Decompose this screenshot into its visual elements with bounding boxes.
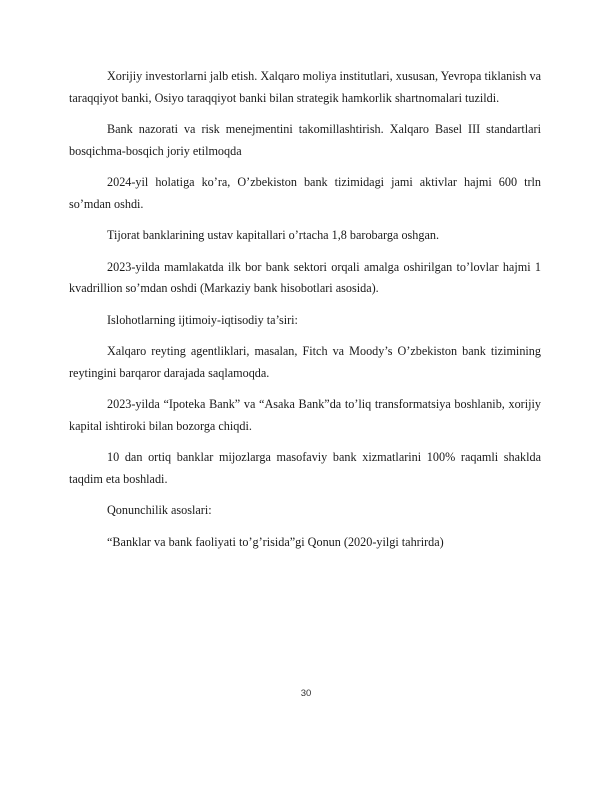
paragraph-digital-services: 10 dan ortiq banklar mijozlarga masofaviy bank xizmatlarini 100% raqamli shaklda taqdim eta boshladi.: [69, 450, 541, 486]
paragraph-rating-agencies: Xalqaro reyting agentliklari, masalan, Fitch va Moody’s O’zbekiston bank tizimining reytingini barqaror darajada saqlamoqda.: [69, 344, 541, 380]
document-page: [69, 66, 541, 563]
paragraph-legislation-heading: Qonunchilik asoslari:: [107, 503, 212, 517]
paragraph-bank-transformation: 2023-yilda “Ipoteka Bank” va “Asaka Bank”da to’liq transformatsiya boshlanib, xorijiy kapital ishtiroki bilan bozorga chiqdi.: [69, 397, 541, 433]
paragraph-total-assets: 2024-yil holatiga ko’ra, O’zbekiston bank tizimidagi jami aktivlar hajmi 600 trln so’mdan oshdi.: [69, 175, 541, 211]
paragraph-bank-supervision: Bank nazorati va risk menejmentini takomillashtirish. Xalqaro Basel III standartlari bosqichma-bosqich joriy etilmoqda: [69, 122, 541, 158]
page-number: 30: [300, 688, 312, 699]
paragraph-socioeconomic-heading: Islohotlarning ijtimoiy-iqtisodiy ta’siri:: [107, 312, 298, 327]
paragraph-banking-law: “Banklar va bank faoliyati to’g’risida”gi Qonun (2020-yilgi tahrirda): [107, 534, 444, 549]
paragraph-payments-volume: 2023-yilda mamlakatda ilk bor bank sektori orqali amalga oshirilgan to’lovlar hajmi 1 kvadrillion so’mdan oshdi (Markaziy bank hisobotlari asosida).: [69, 259, 541, 295]
paragraph-foreign-investors: Xorijiy investorlarni jalb etish. Xalqaro moliya institutlari, xususan, Yevropa tiklanish va taraqqiyot banki, Osiyo taraqqiyot banki bilan strategik hamkorlik shartnomalari tuzildi.: [69, 69, 541, 105]
paragraph-charter-capital: Tijorat banklarining ustav kapitallari o’rtacha 1,8 barobarga oshgan.: [107, 228, 440, 242]
